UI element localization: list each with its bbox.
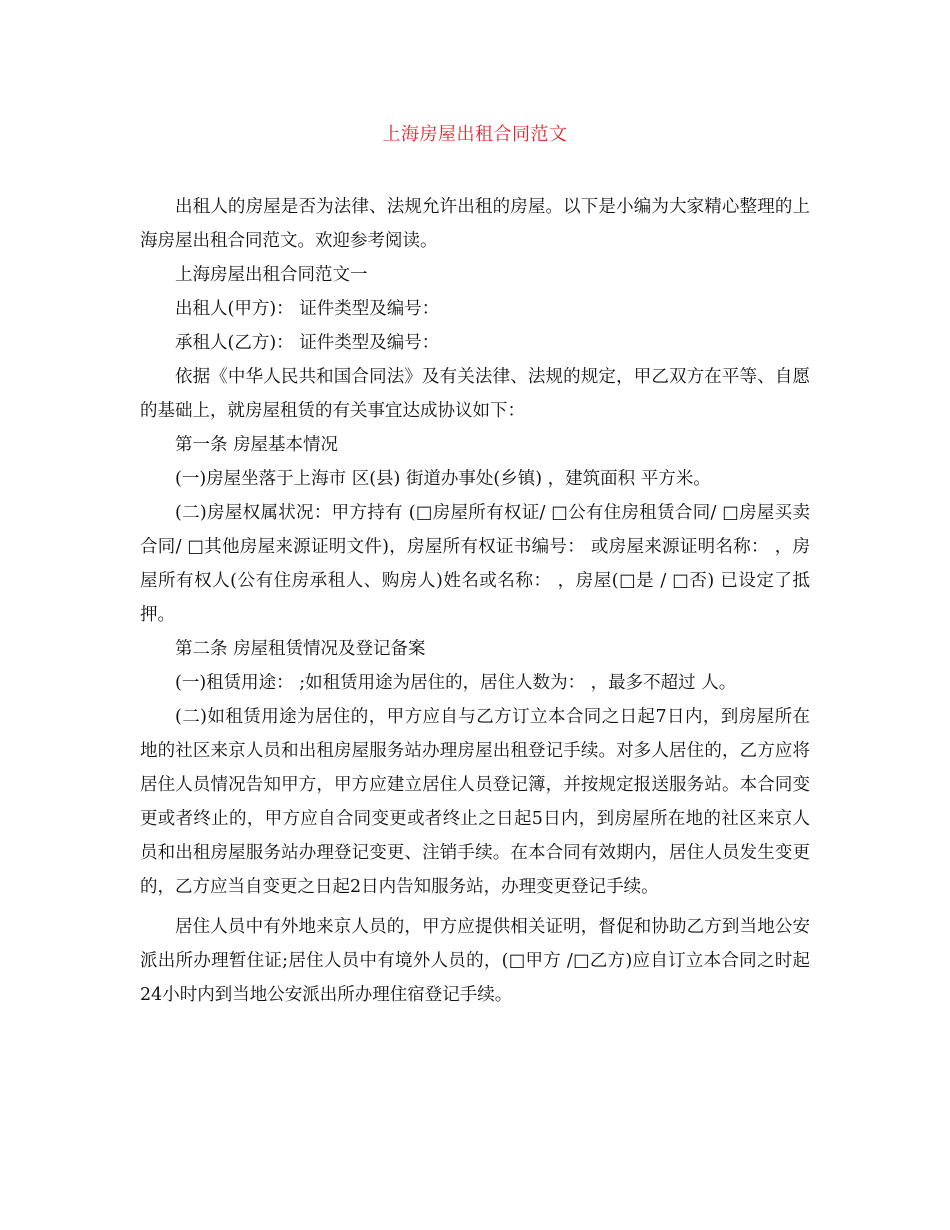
article-two-heading: 第二条 房屋租赁情况及登记备案 xyxy=(175,639,426,659)
section-heading-contract-one: 上海房屋出租合同范文一 xyxy=(175,265,368,285)
document-body xyxy=(140,190,810,1012)
article-one-item-2: (二)房屋权属状况：甲方持有 (□房屋所有权证/ □公有住房租赁合同/ □房屋买卖合同/ □其他房屋来源证明文件)，房屋所有权证书编号： 或房屋来源证明名称： ，房屋所有权人(公有住房承租人、购房人)姓名或名称： ，房屋(□是 / □否) 已设定了抵押。 xyxy=(140,503,810,625)
lessor-line: 出租人(甲方)： 证件类型及编号： xyxy=(175,299,440,319)
article-two-residents-paragraph: 居住人员中有外地来京人员的，甲方应提供相关证明，督促和协助乙方到当地公安派出所办理暂住证;居住人员中有境外人员的，(□甲方 /□乙方)应自订立本合同之时起24小时内到当地公安派出所办理住宿登记手续。 xyxy=(140,917,810,1005)
article-two-item-2: (二)如租赁用途为居住的，甲方应自与乙方订立本合同之日起7日内，到房屋所在地的社区来京人员和出租房屋服务站办理房屋出租登记手续。对多人居住的，乙方应将居住人员情况告知甲方，甲方应建立居住人员登记簿，并按规定报送服务站。本合同变更或者终止的，甲方应自合同变更或者终止之日起5日内，到房屋所在地的社区来京人员和出租房屋服务站办理登记变更、注销手续。在本合同有效期内，居住人员发生变更的，乙方应当自变更之日起2日内告知服务站，办理变更登记手续。 xyxy=(140,707,810,897)
article-two-item-1: (一)租赁用途： ;如租赁用途为居住的，居住人数为： ，最多不超过 人。 xyxy=(175,673,737,693)
intro-paragraph: 出租人的房屋是否为法律、法规允许出租的房屋。以下是小编为大家精心整理的上海房屋出租合同范文。欢迎参考阅读。 xyxy=(140,197,810,251)
legal-basis-paragraph: 依据《中华人民共和国合同法》及有关法律、法规的规定，甲乙双方在平等、自愿的基础上，就房屋租赁的有关事宜达成协议如下： xyxy=(140,367,810,421)
document-title: 上海房屋出租合同范文 xyxy=(382,124,568,145)
article-one-heading: 第一条 房屋基本情况 xyxy=(175,435,339,455)
article-one-item-1: (一)房屋坐落于上海市 区(县) 街道办事处(乡镇) ，建筑面积 平方米。 xyxy=(175,469,711,489)
lessee-line: 承租人(乙方)： 证件类型及编号： xyxy=(175,333,440,353)
